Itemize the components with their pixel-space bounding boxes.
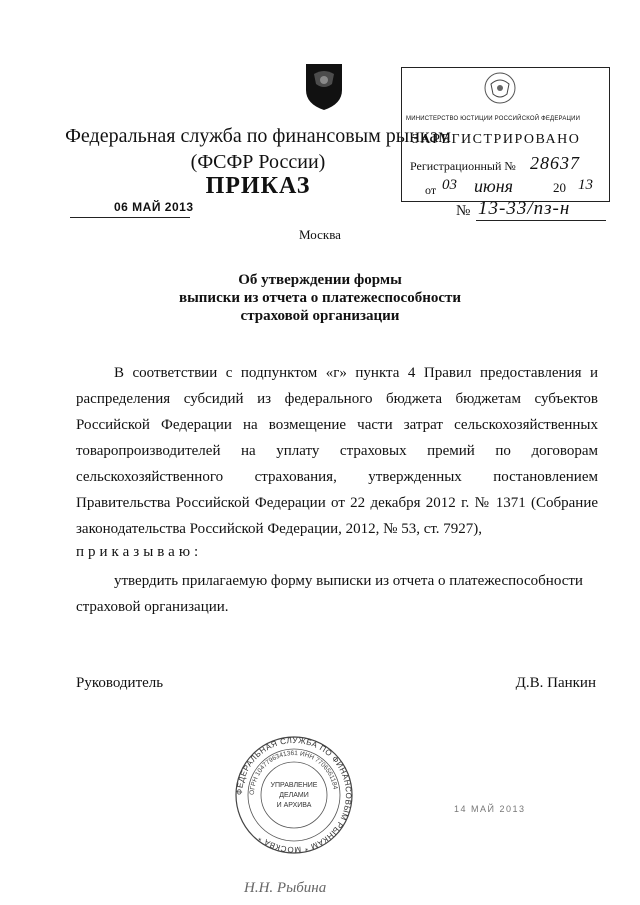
receipt-date-stamp: 14 МАЙ 2013 xyxy=(454,804,526,814)
state-emblem-icon xyxy=(304,60,344,112)
stamp-ministry-name: МИНИСТЕРСТВО ЮСТИЦИИ РОССИЙСКОЙ ФЕДЕРАЦИИ xyxy=(406,116,581,122)
paragraph-line: законодательства Российской Федерации, 2012, № 53, ст. 7927), xyxy=(76,521,483,537)
city-name: Москва xyxy=(299,227,341,242)
order-number: 13-33/пз-н xyxy=(478,198,571,219)
stamp-date-year-suffix: 13 xyxy=(578,177,593,193)
paragraph-line: утвердить прилагаемую форму выписки из отчета о платежеспособности xyxy=(114,573,583,589)
document-type-title: ПРИКАЗ xyxy=(205,173,311,199)
signatory-name: Д.В. Панкин xyxy=(515,675,596,691)
subject-line: Об утверждении формы xyxy=(238,272,402,288)
paragraph-line: Российской Федерации на возмещение части затрат сельскохозяйственных xyxy=(76,417,598,433)
seal-center-line: УПРАВЛЕНИЕ xyxy=(270,782,318,789)
paragraph-line: сельскохозяйственного страхования, утвержденных постановлением xyxy=(76,469,598,485)
official-seal xyxy=(234,735,354,855)
organization-abbreviation: (ФСФР России) xyxy=(190,151,326,173)
paragraph-line: распределения субсидий из федерального бюджета бюджетам субъектов xyxy=(76,391,598,407)
paragraph-line: страховой организации. xyxy=(76,599,229,615)
seal-center-line: ДЕЛАМИ xyxy=(279,792,309,799)
paragraph-line: товаропроизводителей на уплату страховых премий по договорам xyxy=(76,443,598,459)
preamble-paragraph xyxy=(76,360,598,542)
order-subject xyxy=(0,271,640,325)
paragraph-line: В соответствии с подпунктом «г» пункта 4 Правил предоставления и xyxy=(114,365,598,381)
date-underline xyxy=(70,217,190,218)
order-number-label: № xyxy=(456,203,471,219)
stamp-date-month: июня xyxy=(474,176,513,196)
ministry-emblem-icon xyxy=(482,70,518,106)
stamp-date-day: 03 xyxy=(442,177,457,193)
seal-inner-text: ОГРН 1047796341361 ИНН 7706561184 xyxy=(248,749,339,796)
seal-outer-text: ФЕДЕРАЛЬНАЯ СЛУЖБА ПО ФИНАНСОВЫМ РЫНКАМ * МОСКВА * xyxy=(234,735,354,855)
handwritten-signature-note: Н.Н. Рыбина xyxy=(244,880,327,896)
organization-name: Федеральная служба по финансовым рынкам xyxy=(65,125,451,147)
stamp-date-year-prefix: 20 xyxy=(553,180,566,195)
stamp-reg-number: 28637 xyxy=(530,153,580,173)
resolution-paragraph xyxy=(76,568,598,620)
subject-line: выписки из отчета о платежеспособности xyxy=(178,290,462,306)
order-date: 06 МАЙ 2013 xyxy=(114,200,194,214)
stamp-reg-number-label: Регистрационный № xyxy=(410,159,516,173)
order-number-underline xyxy=(476,220,606,221)
stamp-date-label: от xyxy=(425,183,437,197)
stamp-status: ЗАРЕГИСТРИРОВАНО xyxy=(412,132,581,147)
decree-word: приказываю: xyxy=(76,544,203,560)
signatory-role: Руководитель xyxy=(76,675,164,691)
seal-center-line: И АРХИВА xyxy=(276,802,312,809)
paragraph-line: Правительства Российской Федерации от 22 декабря 2012 г. № 1371 (Собрание xyxy=(76,495,598,511)
subject-line: страховой организации xyxy=(240,308,400,324)
